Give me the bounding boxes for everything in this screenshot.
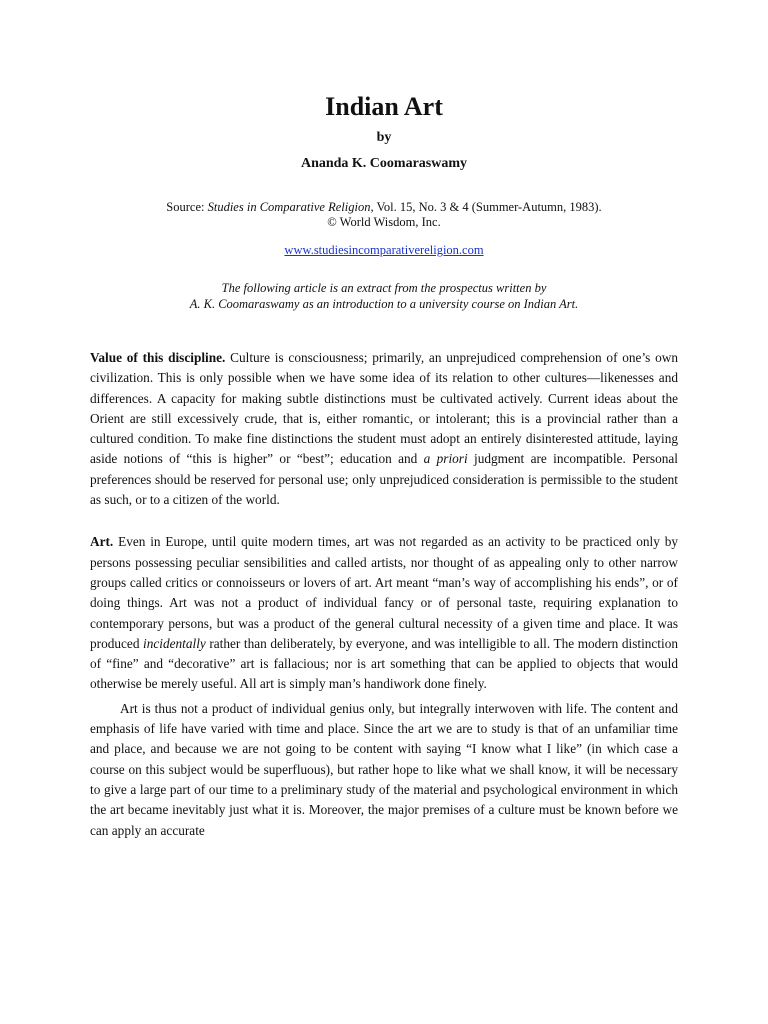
copyright-notice: © World Wisdom, Inc. <box>327 215 441 229</box>
paragraph-art-continuation: Art is thus not a product of individual genius only, but integrally interwoven with life. The content and emphasis of life have varied with time and place. Since the art we are to study is that of an unfamiliar time and place, and because we are not going to be content with saying “I know what I like” (in which case a course on this subject would be superfluous), but rather hope to like what we shall know, it will be necessary to give a large part of our time to a preliminary study of the material and psychological environment in which the art became inevitably just what it is. Moreover, the major premises of a culture must be known before we can apply an accurate <box>90 700 678 838</box>
section-heading-art: Art. <box>90 534 114 550</box>
intro-note <box>90 280 678 312</box>
intro-line-2: A. K. Coomaraswamy as an introduction to a university course on Indian Art. <box>189 297 579 311</box>
document-title: Indian Art <box>325 92 443 121</box>
source-citation <box>90 200 678 230</box>
website-link[interactable]: www.studiesincomparativereligion.com <box>284 243 484 257</box>
paragraph-text: judgment are incompatible. Personal preferences should be reserved for personal use; only unprejudiced consideration is permissible to the student as such, or to a citizen of the world. <box>90 451 679 508</box>
paragraph-text: rather than deliberately, by everyone, and was intelligible to all. The modern distinction of “fine” and “decorative” art is fallacious; nor is art something that can be applied to objects that would otherwise be merely useful. All art is simply man’s handiwork done finely. <box>90 635 678 692</box>
journal-title: Studies in Comparative Religion <box>207 200 371 214</box>
paragraph-text: Even in Europe, until quite modern times, art was not regarded as an activity to be practiced only by persons possessing peculiar sensibilities and called artists, nor thought of as appealing only to other narrow groups called critics or connoisseurs or lovers of art. Art meant “man’s way of accomplishing his ends”, or of doing things. Art was not a product of individual fancy or of personal taste, requiring explanation to contemporary persons, but was a product of the general cultural necessity of a given time and place. It was produced <box>90 534 678 651</box>
paragraph-value-of-discipline <box>90 348 678 510</box>
paragraph-italic: incidentally <box>143 635 206 651</box>
intro-line-1: The following article is an extract from the prospectus written by <box>221 281 547 295</box>
source-details: , Vol. 15, No. 3 & 4 (Summer-Autumn, 1983). <box>370 200 602 214</box>
source-prefix: Source: <box>166 200 208 214</box>
byline: by <box>376 130 392 145</box>
paragraph-art <box>90 532 678 694</box>
paragraph-text: Culture is consciousness; primarily, an unprejudiced comprehension of one’s own civilization. This is only possible when we have some idea of its relation to other cultures—likenesses and differences. A capacity for making subtle distinctions must be cultivated actively. Current ideas about the Orient are still excessively crude, that is, either romantic, or intolerant; this is a provincial rather than a cultured condition. To make fine distinctions the student must adopt an entirely disinterested attitude, laying aside notions of “this is higher” or “best”; education and <box>90 350 678 467</box>
author-name: Ananda K. Coomaraswamy <box>300 156 468 171</box>
section-heading-value: Value of this discipline. <box>90 350 226 365</box>
paragraph-italic: a priori <box>423 451 468 467</box>
document-page <box>90 88 678 841</box>
website-link-container <box>90 242 678 258</box>
